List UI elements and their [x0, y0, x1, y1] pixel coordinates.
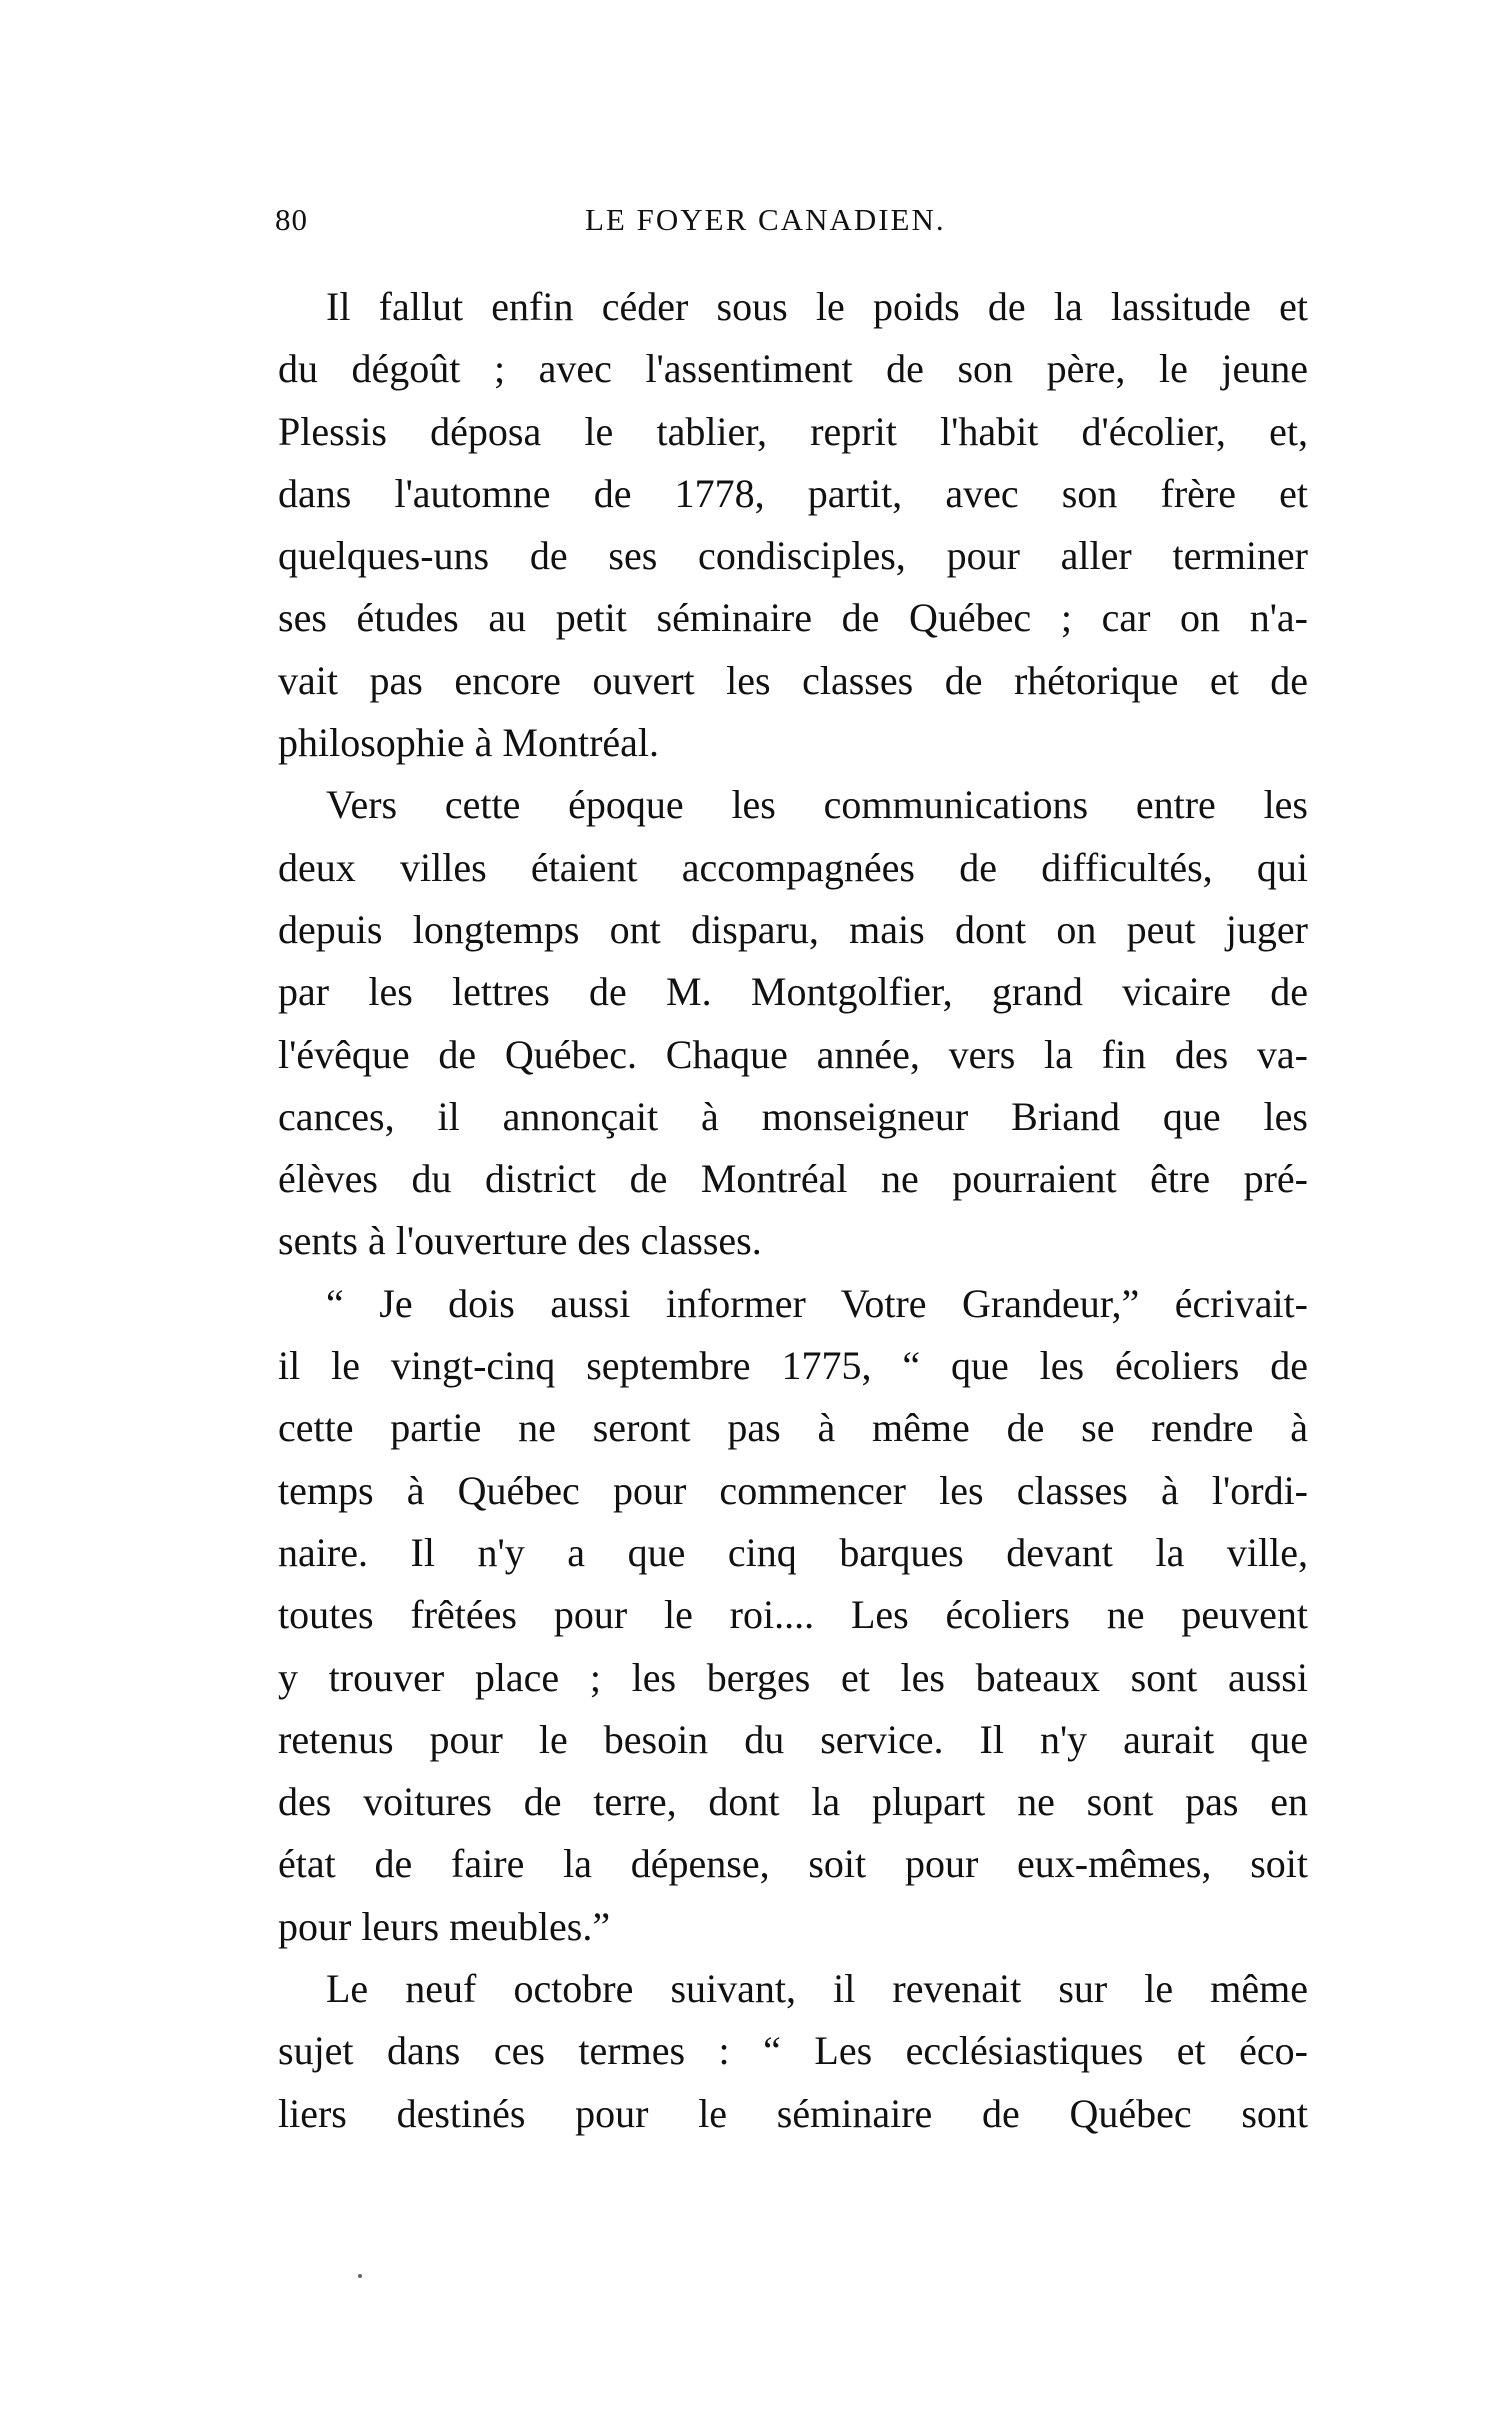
text-line: toutes frêtées pour le roi.... Les écoliers ne peuvent: [278, 1592, 1308, 1638]
text-line: cette partie ne seront pas à même de se rendre à: [278, 1405, 1308, 1451]
body-text: [278, 276, 1308, 2145]
text-line: il le vingt-cinq septembre 1775, “ que les écoliers de: [278, 1343, 1308, 1389]
text-line: état de faire la dépense, soit pour eux-mêmes, soit: [278, 1841, 1308, 1887]
ink-speck: [358, 2274, 362, 2278]
text-line: sents à l'ouverture des classes.: [278, 1218, 762, 1264]
text-line: des voitures de terre, dont la plupart ne sont pas en: [278, 1779, 1308, 1825]
text-line: vait pas encore ouvert les classes de rhétorique et de: [278, 657, 1308, 703]
text-line: deux villes étaient accompagnées de difficultés, qui: [278, 844, 1308, 890]
text-line: sujet dans ces termes : “ Les ecclésiastiques et éco-: [278, 2028, 1308, 2074]
text-line: Vers cette époque les communications entre les: [326, 782, 1308, 828]
text-line: depuis longtemps ont disparu, mais dont on peut juger: [278, 906, 1308, 952]
text-line: élèves du district de Montréal ne pourraient être pré-: [278, 1156, 1308, 1202]
text-line: dans l'automne de 1778, partit, avec son frère et: [278, 470, 1308, 516]
text-line: quelques-uns de ses condisciples, pour aller terminer: [278, 533, 1308, 579]
running-title: LE FOYER CANADIEN.: [585, 202, 946, 237]
text-line: par les lettres de M. Montgolfier, grand vicaire de: [278, 969, 1308, 1015]
text-line: y trouver place ; les berges et les bateaux sont aussi: [278, 1654, 1308, 1700]
text-line: retenus pour le besoin du service. Il n'y aurait que: [278, 1716, 1308, 1762]
running-head: [275, 198, 1325, 242]
text-line: naire. Il n'y a que cinq barques devant la ville,: [278, 1529, 1308, 1575]
text-line: Il fallut enfin céder sous le poids de la lassitude et: [326, 284, 1308, 329]
text-line: cances, il annonçait à monseigneur Briand que les: [278, 1093, 1308, 1139]
page-number: 80: [275, 202, 308, 237]
text-line: temps à Québec pour commencer les classes à l'ordi-: [278, 1467, 1308, 1513]
text-line: ses études au petit séminaire de Québec ; car on n'a-: [278, 595, 1308, 641]
text-line: l'évêque de Québec. Chaque année, vers la fin des va-: [278, 1031, 1308, 1077]
text-line: “ Je dois aussi informer Votre Grandeur,” écrivait-: [326, 1280, 1308, 1326]
text-line: du dégoût ; avec l'assentiment de son père, le jeune: [278, 346, 1308, 392]
text-line: Plessis déposa le tablier, reprit l'habit d'écolier, et,: [278, 408, 1308, 454]
text-line: pour leurs meubles.”: [278, 1903, 611, 1949]
text-line: Le neuf octobre suivant, il revenait sur le même: [326, 1966, 1308, 2012]
text-line: philosophie à Montréal.: [278, 720, 660, 766]
text-line: liers destinés pour le séminaire de Québec sont: [278, 2090, 1308, 2136]
